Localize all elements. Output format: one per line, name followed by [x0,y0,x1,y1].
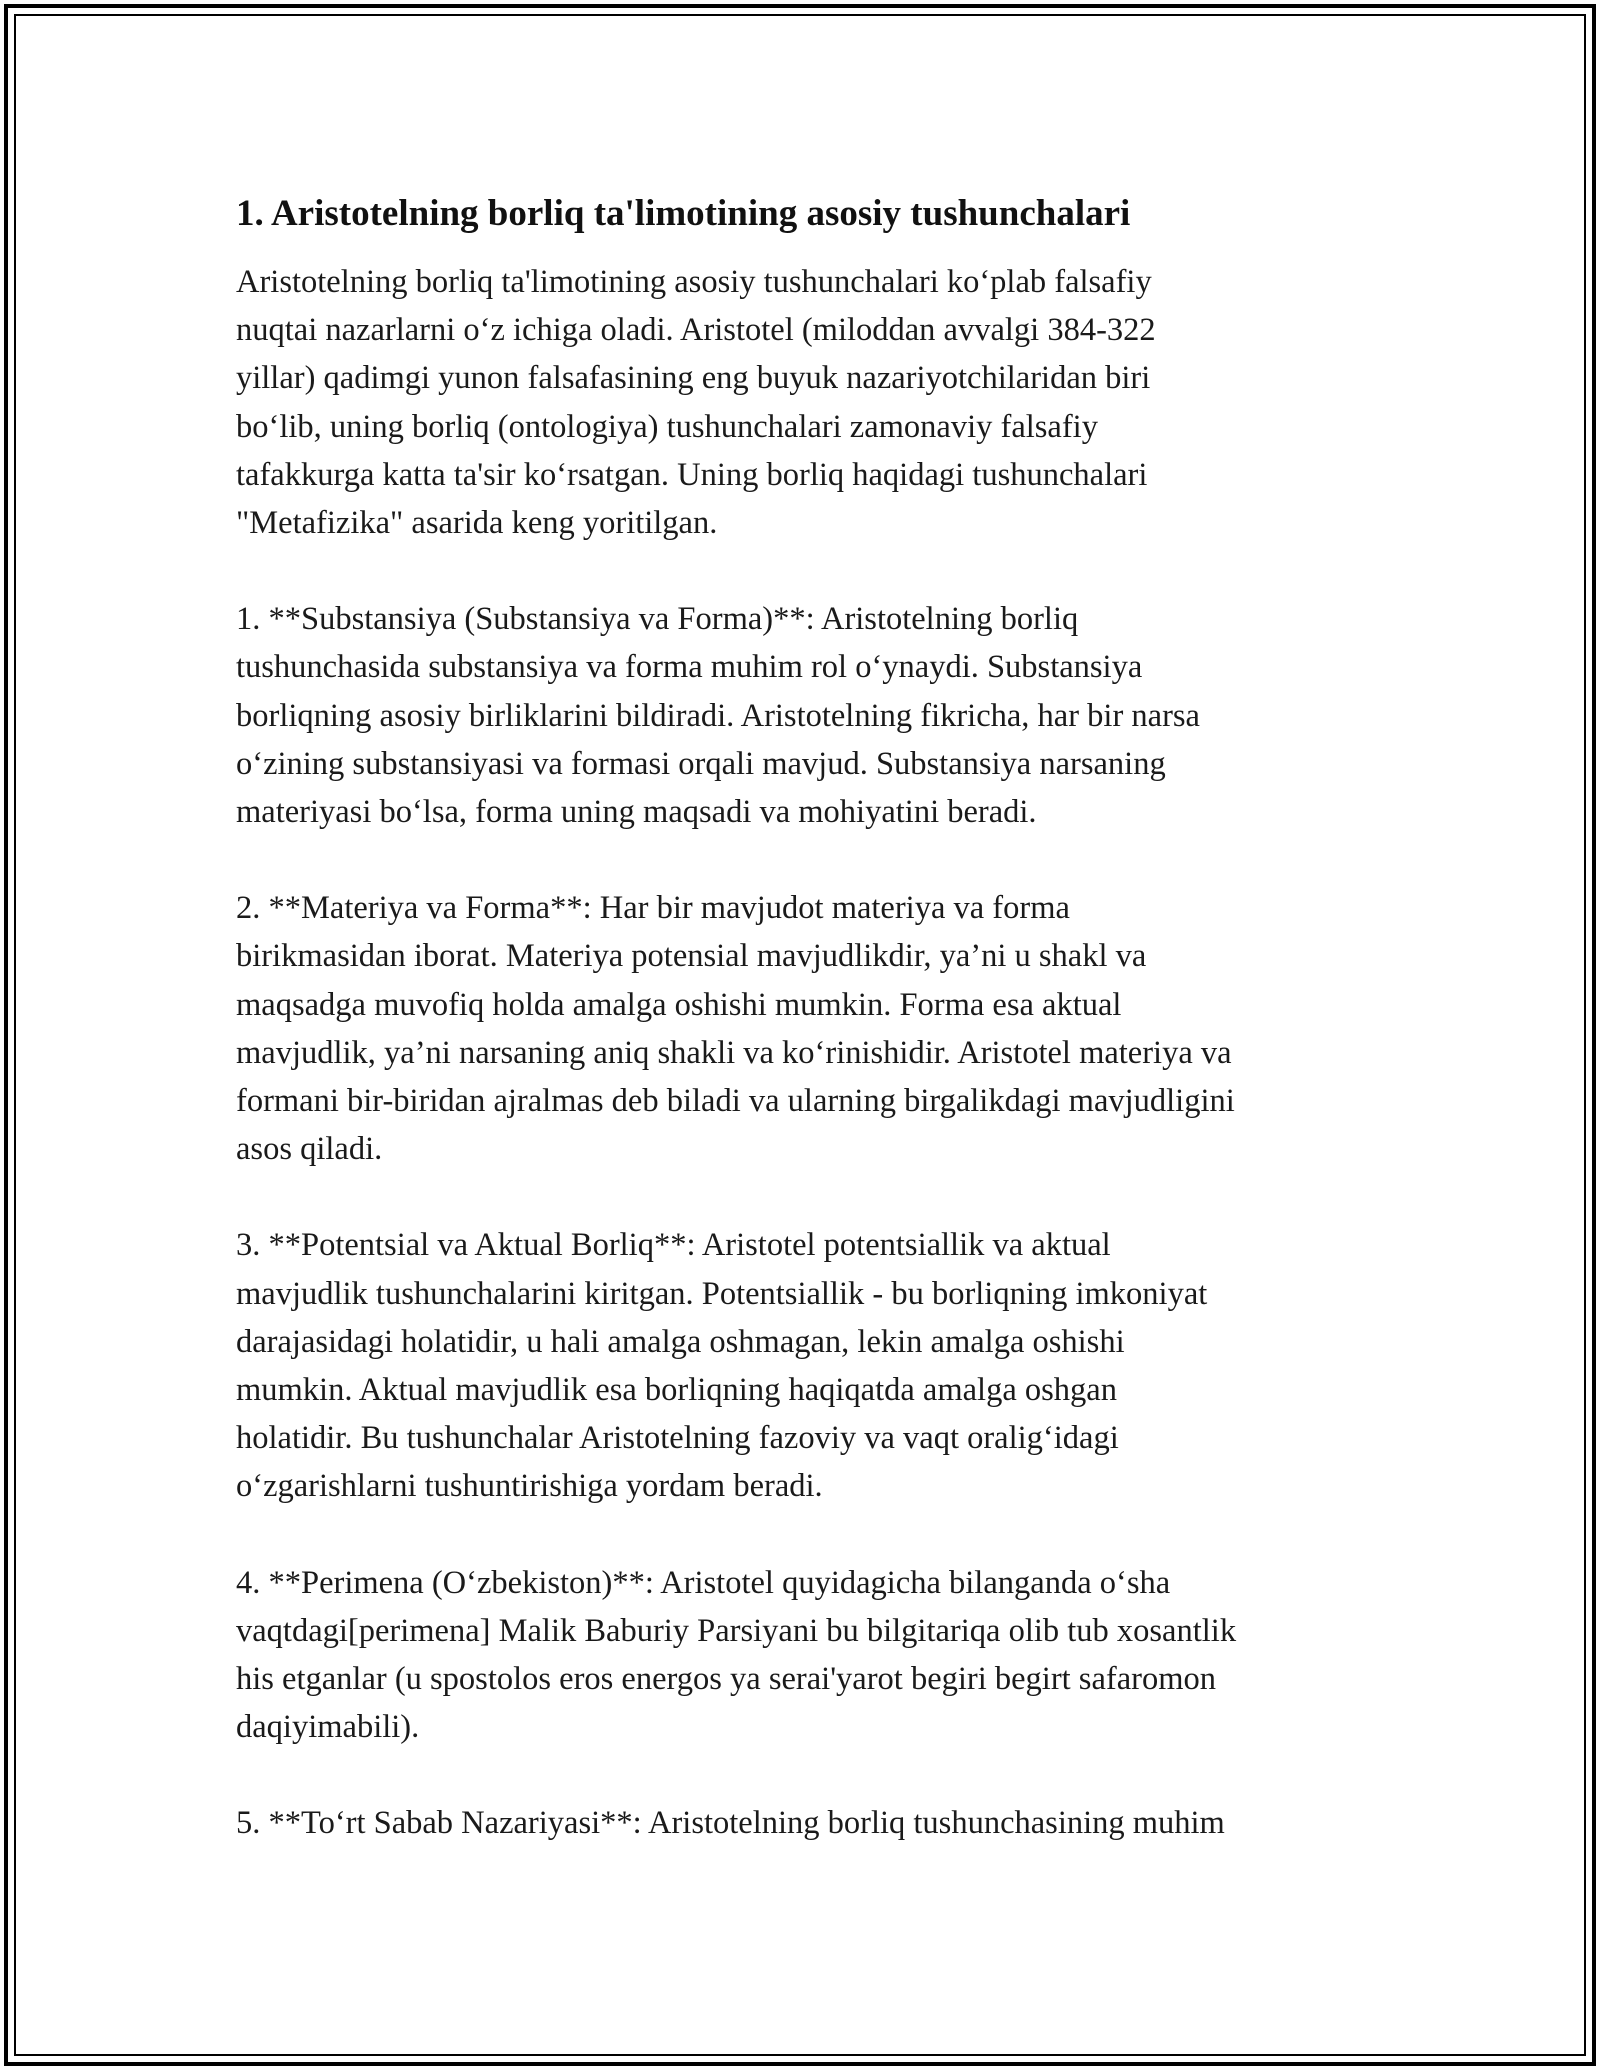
document-title: 1. Aristotelning borliq ta'limotining asosiy tushunchalari [236,193,1131,234]
paragraph-substansiya: 1. **Substansiya (Substansiya va Forma)**: Aristotelning borliq tushunchasida substansiya va forma muhim rol o‘ynaydi. Substansiya borliqning asosiy birliklarini bildiradi. Aristotelning fikricha, har bir narsa o‘zining substansiyasi va formasi orqali mavjud. Substansiya narsaning materiyasi bo‘lsa, forma uning maqsadi va mohiyatini beradi. [236,601,1200,831]
intro-paragraph: Aristotelning borliq ta'limotining asosiy tushunchalari ko‘plab falsafiy nuqtai nazarlarni o‘z ichiga oladi. Aristotel (miloddan avvalgi 384-322 yillar) qadimgi yunon falsafasining eng buyuk nazariyotchilaridan biri bo‘lib, uning borliq (ontologiya) tushunchalari zamonaviy falsafiy tafakkurga katta ta'sir ko‘rsatgan. Uning borliq haqidagi tushunchalari "Metafizika" asarida keng yoritilgan. [236,264,1156,542]
paragraph-perimena: 4. **Perimena (O‘zbekiston)**: Aristotel quyidagicha bilanganda o‘sha vaqtdagi[perimena] Malik Baburiy Parsiyani bu bilgitariqa olib tub xosantlik his etganlar (u spostolos eros energos ya serai'yarot begiri begirt safaromon daqiyimabili). [236,1564,1237,1746]
paragraph-materiya-forma: 2. **Materiya va Forma**: Har bir mavjudot materiya va forma birikmasidan iborat. Materiya potensial mavjudlikdir, ya’ni u shakl va maqsadga muvofiq holda amalga oshishi mumkin. Forma esa aktual mavjudlik, ya’ni narsaning aniq shakli va ko‘rinishidir. Aristotel materiya va formani bir-biridan ajralmas deb biladi va ularning birgalikdagi mavjudligini asos qiladi. [236,890,1235,1168]
paragraph-tort-sabab: 5. **To‘rt Sabab Nazariyasi**: Aristotelning borliq tushunchasining muhim [236,1805,1225,1842]
document-body [236,186,1386,1896]
paragraph-potentsial-aktual: 3. **Potentsial va Aktual Borliq**: Aristotel potentsiallik va aktual mavjudlik tushunchalarini kiritgan. Potentsiallik - bu borliqning imkoniyat darajasidagi holatidir, u hali amalga oshmagan, lekin amalga oshishi mumkin. Aktual mavjudlik esa borliqning haqiqatda amalga oshgan holatidir. Bu tushunchalar Aristotelning fazoviy va vaqt oralig‘idagi o‘zgarishlarni tushuntirishiga yordam beradi. [236,1227,1208,1505]
